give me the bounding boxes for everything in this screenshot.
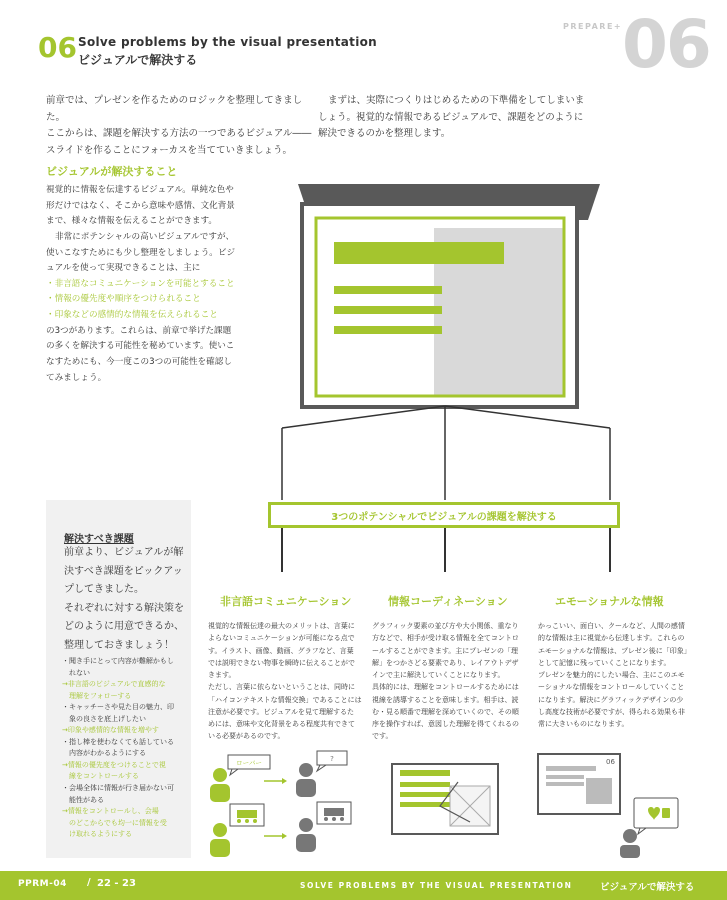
potential-bullet: ・印象などの感情的な情報を伝えられること bbox=[46, 310, 218, 321]
problem-list bbox=[62, 656, 187, 841]
body-line: まで、様々な情報を伝えることができます。 bbox=[46, 216, 218, 227]
lead-line: 決すべき課題をピックアッ bbox=[64, 565, 183, 577]
title-japanese: ビジュアルで解決する bbox=[78, 53, 198, 67]
slide-number-text: 06 bbox=[606, 758, 615, 766]
slide-line-2 bbox=[334, 306, 442, 314]
column-line: 視線を誘導することを意味します。相手は、読 bbox=[372, 695, 519, 704]
intro-left bbox=[46, 93, 316, 160]
column-title-coordination: 情報コーディネーション bbox=[388, 595, 508, 608]
nonverbal-illustration bbox=[206, 748, 366, 860]
potential-banner bbox=[268, 502, 620, 528]
slide-bar-icon bbox=[400, 770, 450, 776]
problem-answer: 線をコントロールする bbox=[62, 772, 139, 781]
column-line: めには、意味や文化背景をある程度共有できて bbox=[208, 720, 355, 728]
person-body-icon bbox=[296, 834, 316, 852]
problem-item: 内容がわかるようにする bbox=[62, 749, 146, 758]
lead-line: それぞれに対する解決策を bbox=[64, 602, 184, 614]
person-head-icon bbox=[623, 829, 637, 843]
column-line: エモーショナルな情報は、プレゼン後に「印象」 bbox=[538, 646, 691, 655]
body-line: 形だけではなく、そこから意味や感情、文化背景 bbox=[46, 200, 235, 211]
column-line: いる必要があるのです。 bbox=[208, 732, 285, 741]
problem-answer: →印象や感情的な情報を増やす bbox=[62, 726, 159, 735]
bubble-text: ローバー bbox=[236, 759, 262, 767]
column-line: し高度な技術が必要ですが、得られる効果も非 bbox=[538, 707, 685, 716]
footer-page-numbers: 22 - 23 bbox=[97, 878, 136, 889]
person-body-icon bbox=[620, 845, 640, 858]
column-line: 的な情報は主に視覚から伝達します。これらの bbox=[538, 634, 685, 643]
column-line: 視覚的な情報伝達の最大のメリットは、言葉に bbox=[208, 622, 355, 630]
column-line: 具体的には、理解をコントロールするためには bbox=[372, 683, 519, 692]
problem-answer: け取れるようにする bbox=[62, 830, 132, 839]
problem-box-lead bbox=[64, 544, 189, 655]
intro-right-line: しょう。視覚的な情報であるビジュアルで、課題をどのように bbox=[318, 111, 584, 123]
column-line: ーショナルな情報をコントロールしていくこと bbox=[538, 683, 685, 692]
bubble-tail-icon bbox=[230, 769, 238, 775]
slide-bar-icon bbox=[400, 792, 450, 797]
person-head-icon bbox=[299, 763, 313, 777]
column-line: 「ハイコンテキストな情報交換」であることには bbox=[208, 695, 362, 704]
problem-item: ・指し棒を使わなくても話している bbox=[62, 737, 174, 746]
chapter-big-number: 06 bbox=[622, 6, 710, 83]
column-text-emotional bbox=[538, 620, 698, 730]
column-title-nonverbal: 非言語コミュニケーション bbox=[220, 595, 352, 608]
person-head-icon bbox=[213, 823, 227, 837]
column-line: ただし、言葉に依らないということは、同時に bbox=[208, 683, 355, 692]
problem-box bbox=[46, 500, 191, 858]
person-head-icon bbox=[299, 818, 313, 832]
lead-line: どのように用意できるか、 bbox=[64, 621, 184, 632]
lead-line: プしてきました。 bbox=[64, 584, 144, 595]
body-line: てみましょう。 bbox=[46, 372, 107, 383]
arrow-head-icon bbox=[282, 778, 287, 784]
column-line: かっこいい、面白い、クールなど、人間の感情 bbox=[538, 622, 685, 630]
column-line: 注意が必要です。ビジュアルを見て理解するた bbox=[208, 707, 355, 716]
column-line: ールすることができます。主にプレゼンの「理 bbox=[372, 646, 519, 655]
connector-below-left bbox=[281, 528, 283, 572]
body-line: 使いこなすためにも少し整理をしましょう。ビジ bbox=[46, 247, 236, 258]
body-line: の3つがあります。これらは、前章で挙げた課題 bbox=[46, 325, 232, 336]
problem-answer: →非言語のビジュアルで直感的な bbox=[62, 680, 166, 689]
connector-left-diagonal bbox=[282, 406, 445, 428]
visual-section-heading: ビジュアルが解決すること bbox=[46, 165, 178, 178]
intro-right-line: 解決できるのかを整理します。 bbox=[318, 128, 451, 140]
body-line: なすためにも、今一度この3つの可能性を確認し bbox=[46, 357, 232, 368]
banner-label: 3つのポテンシャルでビジュアルの課題を解決する bbox=[331, 511, 557, 523]
projector-diagram bbox=[270, 180, 630, 530]
potential-bullet: ・非言語なコミュニケーションを可能とすること bbox=[46, 278, 235, 289]
column-line: インで主に解決していくことになります。 bbox=[372, 671, 505, 679]
visual-section-body bbox=[46, 183, 256, 386]
problem-answer: 理解をフォローする bbox=[62, 691, 132, 700]
intro-left-line: ここからは、課題を解決する方法の一つであるビジュアル―― bbox=[46, 128, 312, 140]
column-line: よらないコミュニケーションが可能になる点で bbox=[208, 634, 355, 643]
intro-left-line: スライドを作ることにフォーカスを当てていきましょう。 bbox=[46, 144, 293, 156]
column-line: として記憶に残っていくことになります。 bbox=[538, 658, 671, 667]
body-line: 非常にポテンシャルの高いビジュアルですが、 bbox=[55, 231, 235, 242]
bubble-text: ? bbox=[330, 755, 334, 763]
column-line: 序を操作すれば、意図した理解を得てくれるの bbox=[372, 720, 519, 728]
column-line: では説明できない物事を瞬時に伝えることがで bbox=[208, 658, 355, 667]
intro-left-line: 前章では、プレゼンを作るためのロジックを整理してきました。 bbox=[46, 95, 303, 123]
slide-line-1 bbox=[334, 286, 442, 294]
problem-item: 能性がある bbox=[62, 795, 104, 804]
prepare-label: PREPARE+ bbox=[563, 22, 623, 31]
column-text-nonverbal bbox=[208, 620, 368, 743]
problem-answer: →情報の優先度をつけることで視 bbox=[62, 760, 166, 769]
person-body-icon bbox=[296, 779, 316, 797]
connector-below-banner bbox=[444, 528, 446, 572]
person-body-icon bbox=[210, 839, 230, 857]
body-line: ュアルを使って実現できることは、主に bbox=[46, 263, 201, 274]
bubble-tail-icon bbox=[317, 765, 326, 771]
footer-code: PPRM-04 bbox=[18, 879, 67, 889]
problem-item: ・会場全体に情報が行き届かない可 bbox=[62, 784, 174, 793]
connector-below-right bbox=[609, 528, 611, 572]
person-body-icon bbox=[210, 784, 230, 802]
coordination-illustration bbox=[390, 762, 502, 838]
rover-icon bbox=[324, 808, 344, 816]
column-line: プレゼンを魅力的にしたい場合、主にこのエモ bbox=[538, 671, 685, 679]
intro-right-line: まずは、実際につくりはじめるための下準備をしてしまいま bbox=[328, 95, 585, 106]
column-line: になります。解決にグラフィックデザインの少 bbox=[538, 695, 684, 704]
footer-slash: / bbox=[87, 877, 91, 888]
column-title-emotional: エモーショナルな情報 bbox=[555, 595, 664, 608]
problem-answer: のどこからでも均一に情報を受 bbox=[62, 818, 167, 827]
potential-bullet: ・情報の優先度や順序をつけられること bbox=[46, 294, 201, 305]
problem-item: ・キャッチーさや見た目の魅力、印 bbox=[62, 703, 174, 712]
body-line: の多くを解決する可能性を秘めています。使いこ bbox=[46, 341, 235, 352]
footer-english-title: SOLVE PROBLEMS BY THE VISUAL PRESENTATION bbox=[300, 881, 573, 890]
slide-line-3 bbox=[334, 326, 442, 334]
slide-title-bar bbox=[334, 242, 504, 264]
connector-right-diagonal bbox=[445, 406, 610, 428]
column-line: 常に大きいものになります。 bbox=[538, 720, 629, 728]
problem-answer: →情報をコントロールし、会場 bbox=[62, 807, 159, 816]
column-line: グラフィック要素の並び方や大小関係、重なり bbox=[372, 622, 519, 630]
rover-icon bbox=[237, 810, 257, 818]
intro-right bbox=[318, 93, 588, 143]
column-line: 解」をつかさどる要素であり、レイアウトデザ bbox=[372, 658, 519, 667]
slide-bar-icon bbox=[400, 782, 450, 787]
arrow-head-icon bbox=[282, 833, 287, 839]
footer-bar bbox=[0, 871, 727, 900]
emotional-illustration bbox=[534, 750, 684, 860]
title-english: Solve problems by the visual presentation bbox=[78, 35, 377, 49]
column-text-coordination bbox=[372, 620, 532, 743]
lead-line: 前章より、ビジュアルが解 bbox=[64, 547, 184, 558]
column-line: 方などで、相手が受け取る情報を全てコントロ bbox=[372, 634, 519, 643]
body-line: 視覚的に情報を伝達するビジュアル。単純な色や bbox=[46, 185, 234, 195]
column-line: す。イラスト、画像、動画、グラフなど、言葉 bbox=[208, 646, 354, 655]
section-number: 06 bbox=[38, 31, 77, 64]
problem-box-title: 解決すべき課題 bbox=[64, 534, 134, 545]
thumbs-up-icon bbox=[662, 808, 670, 818]
problem-item: 象の良さを底上げしたい bbox=[62, 714, 146, 723]
lead-line: 整理しておきましょう！ bbox=[64, 639, 174, 651]
person-head-icon bbox=[213, 768, 227, 782]
footer-japanese-title: ビジュアルで解決する bbox=[600, 882, 695, 893]
column-line: む・見る順番で理解を深めていくので、その順 bbox=[372, 707, 519, 716]
problem-item: ・聞き手にとって内容が難解かもし bbox=[62, 657, 174, 665]
column-line: きます。 bbox=[208, 671, 236, 679]
problem-item: れない bbox=[62, 668, 90, 677]
column-line: です。 bbox=[372, 732, 393, 741]
